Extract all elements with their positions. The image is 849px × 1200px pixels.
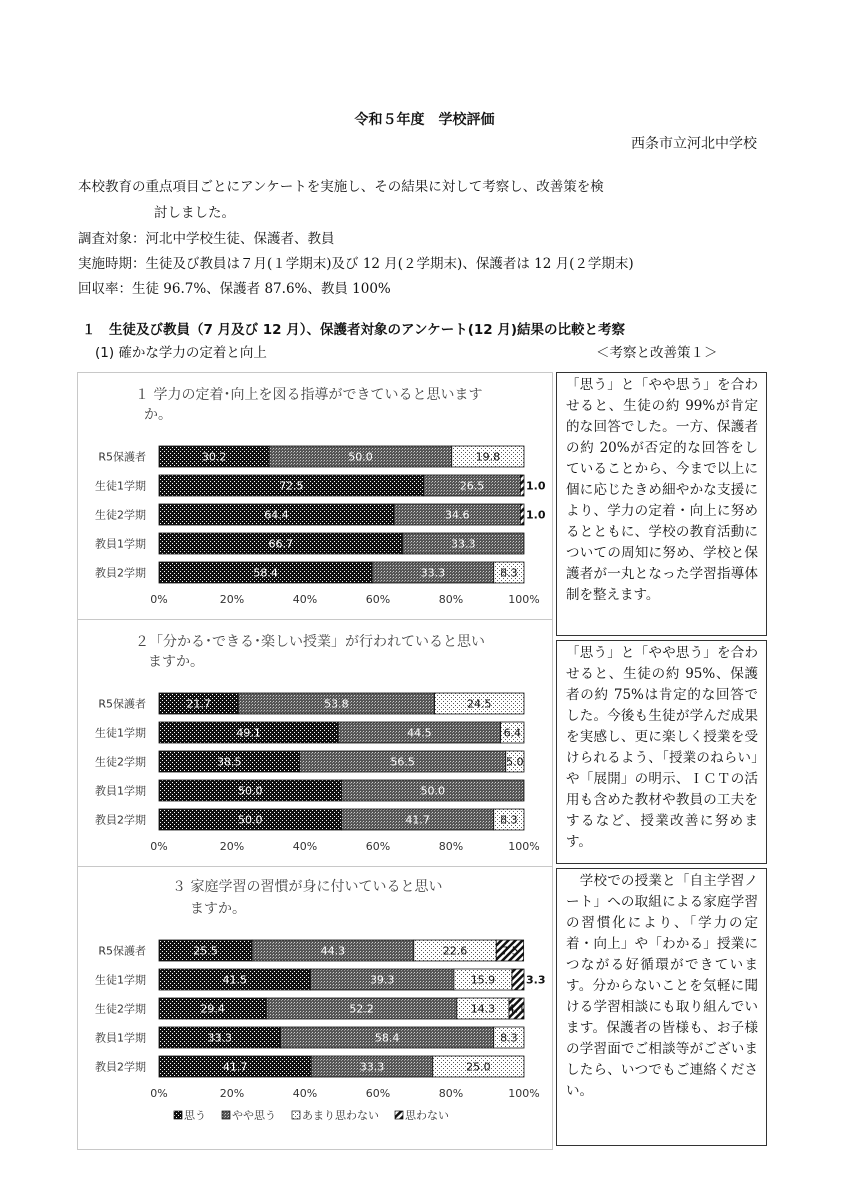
x-tick-label: 40% [292,1087,318,1100]
data-label: 1.0 [526,479,546,493]
category-label: 生徒1学期 [95,726,146,740]
category-label: 生徒2学期 [95,508,146,522]
data-label: 8.3 [500,1031,518,1045]
data-label: 19.8 [475,450,501,464]
x-tick-label: 80% [438,593,464,606]
category-label: 生徒2学期 [95,1002,146,1016]
x-tick-label: 80% [438,1087,464,1100]
data-label: 25.5 [193,944,218,958]
section-subheading: (1) 確かな学力の定着と向上 [95,345,267,361]
legend-label: あまり思わない [302,1109,379,1122]
chart-3-svg [78,867,552,1149]
data-label: 58.4 [253,566,278,580]
x-tick-label: 60% [365,593,391,606]
x-tick-label: 100% [508,840,540,853]
legend-swatch [395,1111,403,1119]
x-tick-label: 60% [365,840,391,853]
legend-label: やや思う [232,1109,276,1122]
rate-line: 回収率：生徒 96.7%、保護者 87.6%、教員 100% [78,281,391,297]
legend-swatch [174,1111,182,1119]
data-label: 58.4 [374,1031,400,1045]
data-label: 52.2 [349,1002,374,1016]
data-label: 49.1 [236,726,261,740]
legend-swatch [222,1111,230,1119]
bar-segment [520,504,524,525]
category-label: 教員2学期 [95,566,146,580]
category-label: 教員2学期 [95,813,146,827]
data-label: 15.9 [470,973,496,987]
comment-1: 「思う」と「やや思う」を合わせると、生徒の約 99%が肯定的な回答でした。一方、保護者の約 20%が否定的な回答をしていることから、今まで以上に個に応じたきめ細やかな支援により、学力の定着・向上に努めるとともに、学校の教育活動についての周知に努め、学校と保護者が一丸となった学習指導体制を整えます。 [556,372,767,636]
data-label: 24.5 [467,697,492,711]
section-heading: １ 生徒及び教員（7 月及び 12 月）、保護者対象のアンケート(12 月)結果の比較と考察 [82,322,626,338]
x-tick-label: 100% [508,1087,540,1100]
legend-swatch [292,1111,300,1119]
section-right-label: ＜考察と改善策１＞ [596,345,718,361]
data-label: 50.0 [420,784,445,798]
data-label: 33.3 [420,566,446,580]
chart-2-svg [78,620,552,866]
data-label: 4.1 [507,1002,526,1016]
data-label: 50.0 [238,784,263,798]
category-label: R5保護者 [98,697,146,711]
x-tick-label: 100% [508,593,540,606]
data-label: 41.5 [222,973,247,987]
chart-title-line-1: １ 学力の定着･向上を図る指導ができていると思います [135,387,483,403]
x-tick-label: 20% [219,840,245,853]
data-label: 41.7 [405,813,430,827]
x-tick-label: 0% [150,840,168,853]
chart-title-line-1: ３ 家庭学習の習慣が身に付いていると思い [172,879,443,895]
target-line: 調査対象：河北中学校生徒、保護者、教員 [78,231,335,247]
data-label: 8.3 [500,566,518,580]
comment-2: 「思う」と「やや思う」を合わせると、生徒の約 95%、保護者の約 75%は肯定的な回答でした。今後も生徒が学んだ成果を実感し、更に楽しく授業を受けられるよう、「授業のねらい」や「展開」の明示、ＩＣＴの活用も含めた教材や教員の工夫をするなど、授業改善に努めます。 [556,640,767,864]
category-label: 生徒2学期 [95,755,146,769]
category-label: R5保護者 [98,450,146,464]
chart-title-line-2: か。 [144,407,172,423]
category-label: 教員1学期 [95,537,146,551]
method-line-1: 本校教育の重点項目ごとにアンケートを実施し、その結果に対して考察し、改善策を検 [78,179,604,195]
bar-segment [512,969,524,990]
data-label: 5.0 [506,755,524,769]
bar-segment [520,475,524,496]
data-label: 33.3 [207,1031,233,1045]
chart-title-line-2: ますか。 [148,654,204,670]
data-label: 8.3 [500,813,518,827]
category-label: 生徒1学期 [95,479,146,493]
data-label: 21.7 [186,697,211,711]
data-label: 44.5 [407,726,432,740]
data-label: 56.5 [390,755,415,769]
data-label: 34.6 [444,508,470,522]
data-label: 39.3 [369,973,395,987]
school-name: 西条市立河北中学校 [631,136,757,152]
chart-title-line-1: ２「分かる･できる･楽しい授業」が行われていると思い [135,634,485,650]
chart-title-line-2: ますか。 [190,901,246,917]
data-label: 33.3 [359,1060,385,1074]
data-label: 29.4 [200,1002,225,1016]
data-label: 14.3 [470,1002,496,1016]
data-label: 53.8 [324,697,349,711]
data-label: 30.2 [201,450,227,464]
data-label: 3.3 [526,973,546,987]
x-tick-label: 40% [292,840,318,853]
method-line-2: 討しました。 [154,205,235,221]
data-label: 38.5 [217,755,242,769]
category-label: R5保護者 [98,944,146,958]
category-label: 教員1学期 [95,1031,146,1045]
data-label: 1.0 [526,508,546,522]
data-label: 6.4 [503,726,522,740]
x-tick-label: 60% [365,1087,391,1100]
legend-label: 思う [184,1109,206,1122]
data-label: 22.6 [442,944,468,958]
x-tick-label: 0% [150,1087,168,1100]
data-label: 50.0 [238,813,263,827]
data-label: 50.0 [348,450,373,464]
data-label: 66.7 [268,537,293,551]
x-tick-label: 20% [219,1087,245,1100]
legend-label: 思わない [405,1109,449,1122]
category-label: 教員2学期 [95,1060,146,1074]
x-tick-label: 80% [438,840,464,853]
category-label: 生徒1学期 [95,973,146,987]
data-label: 41.7 [222,1060,248,1074]
x-tick-label: 20% [219,593,245,606]
data-label: 25.0 [466,1060,491,1074]
chart-1-svg [78,373,552,619]
data-label: 72.5 [279,479,304,493]
data-label: 7.5 [501,944,519,958]
chart-1 [77,372,553,620]
comment-3: 学校での授業と「自主学習ノート」への取組による家庭学習の習慣化により、「学力の定着・向上」や「わかる」授業につながる好循環ができています。分からないことを気軽に聞ける学習相談にも取り組んでいます。保護者の皆様も、お子様の学習面でご相談等がございましたら、いつでもご連絡ください。 [556,868,767,1146]
page-title: 令和５年度 学校評価 [354,112,495,128]
x-tick-label: 40% [292,593,318,606]
chart-2 [77,619,553,867]
chart-3 [77,866,553,1150]
x-tick-label: 0% [150,593,168,606]
period-line: 実施時期：生徒及び教員は７月(１学期末)及び 12 月(２学期末)、保護者は 12 月(２学期末) [78,256,634,272]
data-label: 33.3 [450,537,476,551]
data-label: 64.4 [264,508,289,522]
data-label: 26.5 [459,479,485,493]
data-label: 44.3 [320,944,346,958]
category-label: 教員1学期 [95,784,146,798]
